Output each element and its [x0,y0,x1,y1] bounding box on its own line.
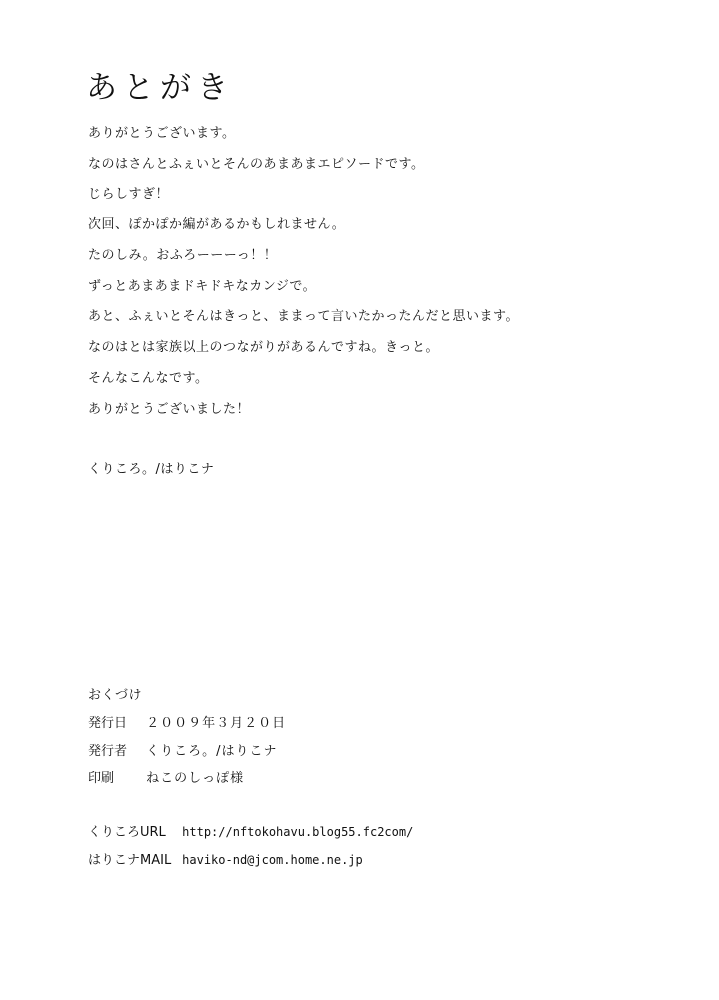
afterword-line: あと、ふぇいとそんはきっと、ままって言いたかったんだと思います。 [88,309,519,324]
colophon-issue-date [88,712,286,731]
url-value[interactable]: http://nftokohavu.blog55.fc2com/ [182,825,414,839]
publisher-label: 発行者 [88,744,128,759]
colophon-heading: おくづけ [88,688,143,703]
afterword-line: なのはとは家族以上のつながりがあるんですね。きっと。 [88,340,440,355]
printer-value: ねこのしっぽ様 [146,771,245,786]
afterword-line: 次回、ぽかぽか編があるかもしれません。 [88,217,346,232]
colophon-publisher [88,740,278,759]
afterword-line: ありがとうございました！ [88,402,251,417]
mail-row [88,849,363,868]
url-label: くりころURL [88,825,166,840]
signature: くりころ。/はりこナ [88,462,215,477]
issue-date-value: ２００９年３月２０日 [146,716,287,731]
afterword-line: じらしすぎ！ [88,187,170,202]
publisher-value: くりころ。/はりこナ [146,744,278,759]
printer-label: 印刷 [88,771,115,786]
page-title: あとがき [86,70,234,106]
colophon-printer [88,767,244,786]
afterword-line: たのしみ。おふろーーーっ！！ [88,248,278,263]
afterword-line: ずっとあまあまドキドキなカンジで。 [88,279,317,294]
afterword-line: そんなこんなです。 [88,371,209,386]
issue-date-label: 発行日 [88,716,128,731]
afterword-line: なのはさんとふぇいとそんのあまあまエピソードです。 [88,157,425,172]
url-row [88,821,413,840]
mail-label: はりこナMAIL [88,853,172,868]
mail-value[interactable]: haviko-nd@jcom.home.ne.jp [182,853,363,867]
afterword-line: ありがとうございます。 [88,126,236,141]
